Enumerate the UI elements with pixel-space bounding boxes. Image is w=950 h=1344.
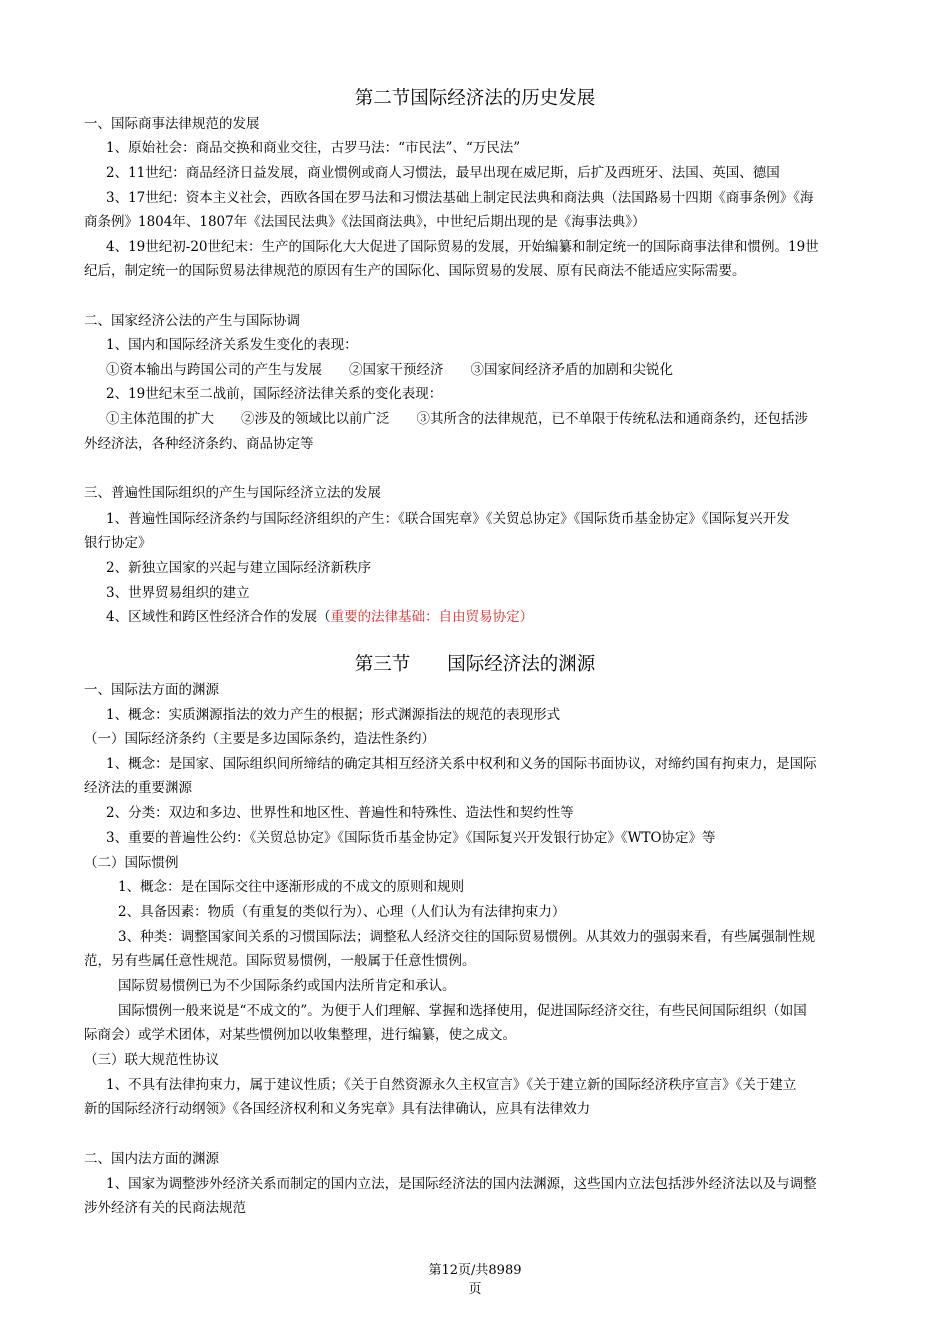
paragraph-cont: 范，另有些属任意性规范。国际贸易惯例，一般属于任意性惯例。 bbox=[84, 953, 476, 969]
paragraph: 1、概念：实质渊源指法的效力产生的根据；形式渊源指法的规范的表现形式 bbox=[106, 707, 561, 723]
paragraph: 1、普遍性国际经济条约与国际经济组织的产生：《联合国宪章》《关贸总协定》《国际货币基金协定》《国际复兴开发 bbox=[106, 511, 790, 527]
paragraph: 1、原始社会：商品交换和商业交往，古罗马法：“市民法”、“万民法” bbox=[106, 140, 521, 156]
paragraph: 3、重要的普遍性公约：《关贸总协定》《国际货币基金协定》《国际复兴开发银行协定》《WTO协定》等 bbox=[106, 830, 716, 846]
list-items: ①资本输出与跨国公司的产生与发展 ②国家干预经济 ③国家间经济矛盾的加剧和尖锐化 bbox=[106, 362, 673, 378]
paragraph: 1、不具有法律拘束力，属于建议性质；《关于自然资源永久主权宣言》《关于建立新的国际经济秩序宣言》《关于建立 bbox=[106, 1077, 797, 1093]
paragraph: 1、国家为调整涉外经济关系而制定的国内立法，是国际经济法的国内法渊源，这些国内立法包括涉外经济法以及与调整 bbox=[106, 1176, 817, 1192]
paragraph-with-highlight bbox=[106, 607, 891, 627]
heading-1: 一、国际商事法律规范的发展 bbox=[84, 116, 260, 132]
paragraph: 1、概念：是在国际交往中逐渐形成的不成文的原则和规则 bbox=[118, 879, 465, 895]
paragraph-cont: 外经济法，各种经济条约、商品协定等 bbox=[84, 436, 314, 452]
text: ） bbox=[519, 609, 534, 625]
highlighted-text: 重要的法律基础：自由贸易协定 bbox=[330, 609, 520, 625]
paragraph: 3、17世纪：资本主义社会，西欧各国在罗马法和习惯法基础上制定民法典和商法典（法国路易十四期《商事条例》《海 bbox=[106, 190, 814, 206]
paragraph-cont: 新的国际经济行动纲领》《各国经济权利和义务宪章》具有法律确认，应具有法律效力 bbox=[84, 1101, 591, 1117]
paragraph: 2、分类：双边和多边、世界性和地区性、普遍性和特殊性、造法性和契约性等 bbox=[106, 805, 574, 821]
page-number-cont: 页 bbox=[468, 1282, 482, 1297]
paragraph-cont: 商条例》1804年、1807年《法国民法典》《法国商法典》，中世纪后期出现的是《海事法典》） bbox=[84, 214, 646, 230]
paragraph-cont: 经济法的重要渊源 bbox=[84, 780, 192, 796]
paragraph-cont: 银行协定》 bbox=[84, 535, 152, 551]
heading-1: 一、国际法方面的渊源 bbox=[84, 682, 219, 698]
heading-3: 三、普遍性国际组织的产生与国际经济立法的发展 bbox=[84, 485, 381, 501]
list-items: ①主体范围的扩大 ②涉及的领域比以前广泛 ③其所含的法律规范，已不单限于传统私法和通商条约，还包括涉 bbox=[106, 411, 808, 427]
paragraph: 1、国内和国际经济关系发生变化的表现： bbox=[106, 337, 358, 353]
text: 4、区域性和跨区性经济合作的发展（ bbox=[106, 609, 331, 625]
sub-heading: （一）国际经济条约（主要是多边国际条约，造法性条约） bbox=[84, 731, 435, 747]
paragraph: 2、11世纪：商品经济日益发展，商业惯例或商人习惯法，最早出现在威尼斯，后扩及西班牙、法国、英国、德国 bbox=[106, 165, 780, 181]
section-2-title: 第二节国际经济法的历史发展 bbox=[354, 88, 596, 109]
paragraph: 3、世界贸易组织的建立 bbox=[106, 585, 250, 601]
paragraph: 1、概念：是国家、国际组织间所缔结的确定其相互经济关系中权利和义务的国际书面协议，对缔约国有拘束力，是国际 bbox=[106, 756, 817, 772]
heading-2: 二、国内法方面的渊源 bbox=[84, 1151, 219, 1167]
paragraph: 国际惯例一般来说是“不成文的”。为便于人们理解、掌握和选择使用，促进国际经济交往，有些民间国际组织（如国 bbox=[118, 1003, 807, 1019]
paragraph-cont: 纪后，制定统一的国际贸易法律规范的原因有生产的国际化、国际贸易的发展、原有民商法不能适应实际需要。 bbox=[84, 263, 746, 279]
paragraph-cont: 际商会）或学术团体，对某些惯例加以收集整理，进行编纂，使之成文。 bbox=[84, 1027, 516, 1043]
paragraph: 4、19世纪初-20世纪末：生产的国际化大大促进了国际贸易的发展，开始编纂和制定统一的国际商事法律和惯例。19世 bbox=[106, 239, 819, 255]
page-number: 第12页/共8989 bbox=[428, 1263, 522, 1278]
section-3-title: 第三节 国际经济法的渊源 bbox=[354, 654, 596, 675]
heading-2: 二、国家经济公法的产生与国际协调 bbox=[84, 313, 300, 329]
paragraph: 2、新独立国家的兴起与建立国际经济新秩序 bbox=[106, 560, 372, 576]
paragraph: 2、具备因素：物质（有重复的类似行为）、心理（人们认为有法律拘束力） bbox=[118, 904, 566, 920]
paragraph: 国际贸易惯例已为不少国际条约或国内法所肯定和承认。 bbox=[118, 978, 456, 994]
paragraph: 3、种类：调整国家间关系的习惯国际法；调整私人经济交往的国际贸易惯例。从其效力的强弱来看，有些属强制性规 bbox=[118, 929, 816, 945]
paragraph-cont: 涉外经济有关的民商法规范 bbox=[84, 1200, 246, 1216]
sub-heading: （二）国际惯例 bbox=[84, 855, 179, 871]
sub-heading: （三）联大规范性协议 bbox=[84, 1052, 219, 1068]
paragraph: 2、19世纪末至二战前，国际经济法律关系的变化表现： bbox=[106, 386, 443, 402]
